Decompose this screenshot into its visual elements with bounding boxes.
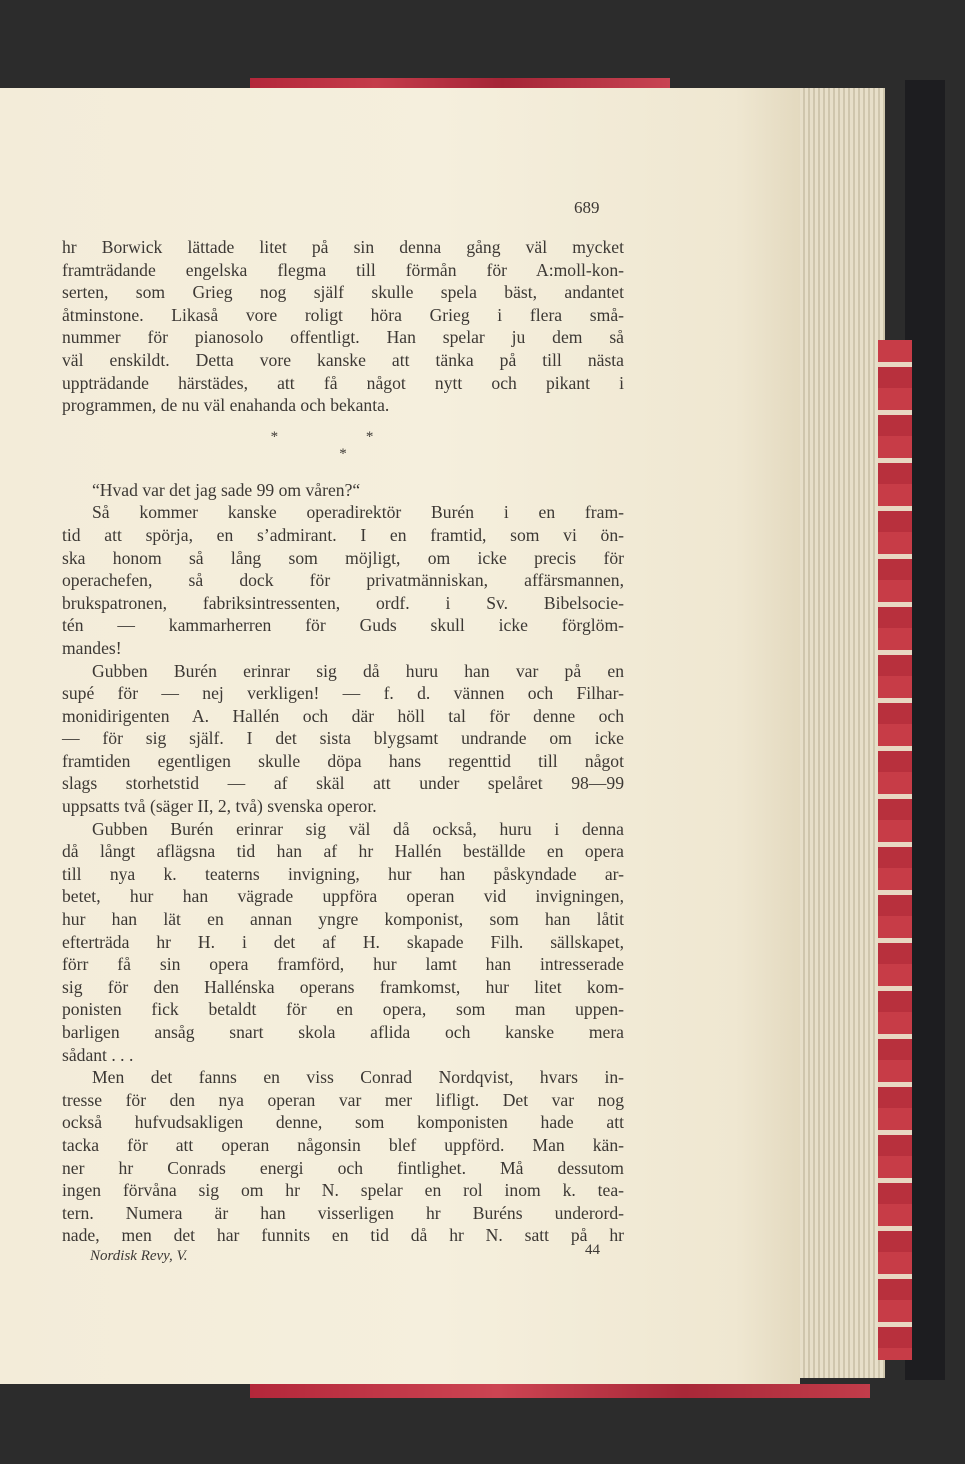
page-footer xyxy=(90,1242,600,1265)
text-line: betet, hur han vägrade uppföra operan vid invigningen, xyxy=(62,886,624,907)
text-line: framträdande engelska flegma till förmån för A:moll-kon- xyxy=(62,259,624,280)
text-line: serten, som Grieg nog själf skulle spela bäst, andantet xyxy=(62,282,624,303)
paragraph-quote xyxy=(62,479,624,502)
text-line: uppträdande härstädes, att få något nytt och pikant i xyxy=(62,372,624,393)
signature-number: 44 xyxy=(585,1242,600,1258)
red-page-edge xyxy=(878,340,912,1360)
text-line: operachefen, så dock för privatmänniskan, affärsmannen, xyxy=(62,570,624,591)
text-line: mandes! xyxy=(62,637,122,658)
text-line: då långt aflägsna tid han af hr Hallén beställde en opera xyxy=(62,841,624,862)
text-line: ponisten fick betaldt för en opera, som man uppen- xyxy=(62,999,624,1020)
paragraph-3 xyxy=(62,660,624,818)
text-line: ska honom så lång som möjligt, om icke precis för xyxy=(62,547,624,568)
text-line: ingen förvåna sig om hr N. spelar en rol inom k. tea- xyxy=(62,1180,624,1201)
text-line: förr få sin opera framförd, hur lamt han intresserade xyxy=(62,954,624,975)
text-line: sådant . . . xyxy=(62,1044,134,1065)
text-line: efterträda hr H. i det af H. skapade Filh. sällskapet, xyxy=(62,931,624,952)
text-line: Gubben Burén erinrar sig då huru han var på en xyxy=(92,660,624,681)
text-line: också hufvudsakligen denne, som komponisten hade att xyxy=(62,1112,624,1133)
text-line: tid att spörja, en s’admirant. I en framtid, som vi ön- xyxy=(62,524,624,545)
text-line: hr Borwick lättade litet på sin denna gång väl mycket xyxy=(62,237,624,257)
text-line: tén — kammarherren för Guds skull icke förglöm- xyxy=(62,615,624,636)
text-line: Så kommer kanske operadirektör Burén i en fram- xyxy=(92,502,624,523)
text-line: brukspatronen, fabriksintressenten, ordf. i Sv. Bibelsocie- xyxy=(62,592,624,613)
text-line: sig för den Hallénska operans framkomst, hur litet kom- xyxy=(62,976,624,997)
paragraph-5 xyxy=(62,1066,624,1247)
text-line: hur han lät en annan yngre komponist, som han låtit xyxy=(62,909,624,930)
page-text xyxy=(62,200,624,1247)
text-line: — för sig själf. I det sista blygsamt undrande om icke xyxy=(62,728,624,749)
text-line: barligen ansåg snart skola aflida och kanske mera xyxy=(62,1022,624,1042)
text-line: nummer för pianosolo offentligt. Han spelar ju dem så xyxy=(62,327,624,348)
text-line: till nya k. teaterns invigning, hur han påskyndade ar- xyxy=(62,863,624,884)
text-line: framtiden egentligen skulle döpa hans regenttid till något xyxy=(62,750,624,771)
section-separator-bottom: * xyxy=(339,445,347,462)
paragraph-intro xyxy=(62,236,624,417)
text-line: slags storhetstid — af skäl att under spelåret 98—99 xyxy=(62,773,624,794)
text-line: väl enskildt. Detta vore kanske att tänka på till nästa xyxy=(62,349,624,370)
text-line: “Hvad var det jag sade 99 om våren?“ xyxy=(92,479,361,500)
text-line: tresse för den nya operan var mer lifligt. Det var nog xyxy=(62,1089,624,1110)
text-line: Gubben Burén erinrar sig väl då också, huru i denna xyxy=(92,818,624,839)
section-separator-top: * * xyxy=(270,428,416,445)
text-line: Men det fanns en viss Conrad Nordqvist, hvars in- xyxy=(92,1067,624,1088)
text-line: nade, men det har funnits en tid då hr N. satt på hr xyxy=(62,1225,624,1246)
paragraph-2 xyxy=(62,501,624,659)
text-line: tacka för att operan någonsin blef uppförd. Man kän- xyxy=(62,1134,624,1155)
text-line: monidirigenten A. Hallén och där höll tal för denne och xyxy=(62,705,624,726)
text-line: uppsatts två (säger II, 2, två) svenska operor. xyxy=(62,796,377,817)
text-line: ner hr Conrads energi och fintlighet. Må dessutom xyxy=(62,1157,624,1178)
text-line: tern. Numera är han visserligen hr Buréns underord- xyxy=(62,1202,624,1223)
bottom-binding-stripe xyxy=(250,1384,870,1398)
text-line: programmen, de nu väl enahanda och bekanta. xyxy=(62,395,390,416)
page-number: 689 xyxy=(574,198,600,217)
journal-title: Nordisk Revy, V. xyxy=(90,1248,188,1264)
text-line: supé för — nej verkligen! — f. d. vännen och Filhar- xyxy=(62,683,624,704)
paragraph-4 xyxy=(62,818,624,1067)
text-line: åtminstone. Likaså vore roligt höra Grieg i flera små- xyxy=(62,304,624,325)
